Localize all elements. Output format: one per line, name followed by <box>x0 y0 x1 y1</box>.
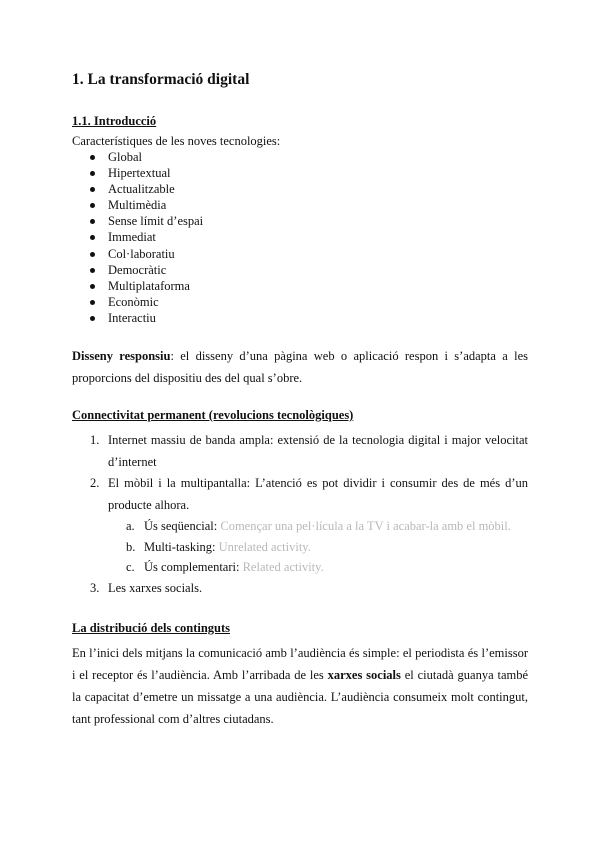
bullet-icon <box>90 268 95 273</box>
item-number: 3. <box>90 580 100 595</box>
bullet-text: Sense límit d’espai <box>108 214 204 229</box>
list-item <box>72 197 528 213</box>
bullet-icon <box>90 300 95 305</box>
distribution-section <box>72 621 528 730</box>
item-number: 1. <box>90 433 100 447</box>
distribution-heading: La distribució dels continguts <box>72 621 231 635</box>
item-letter: c. <box>126 560 135 574</box>
sublist-item <box>72 557 528 578</box>
item-letter: b. <box>126 539 136 554</box>
bullet-text: Actualitzable <box>108 182 175 197</box>
list-item <box>72 213 528 229</box>
list-item <box>72 246 528 262</box>
list-item <box>72 473 528 516</box>
list-item <box>72 181 528 197</box>
bullet-icon <box>90 171 95 176</box>
bullet-icon <box>90 316 95 321</box>
sublist <box>72 516 528 578</box>
item-number: 2. <box>90 476 100 490</box>
distribution-text: En l’inici dels mitjans la comunicació amb l’audiència és simple: el periodista és l’emissor i el receptor és l’audiència. Amb l’arribada de les <box>72 646 528 682</box>
connectivity-list-cont <box>72 578 528 600</box>
intro-section <box>72 114 528 326</box>
bullet-icon <box>90 284 95 289</box>
distribution-text-cont: el ciutadà guanya també la capacitat d’emetre un missatge a una audiència. L’audiència consumeix molt contingut, tant professional com d’altres ciutadans. <box>72 668 529 726</box>
bullet-text: Econòmic <box>108 294 159 309</box>
subitem-label: Multi-tasking: <box>144 539 216 554</box>
list-item <box>72 294 528 310</box>
item-text: Les xarxes socials. <box>108 580 203 595</box>
bullet-icon <box>90 203 95 208</box>
item-text: Internet massiu de banda ampla: extensió de la tecnologia digital i major velocitat d’internet <box>108 433 528 469</box>
bullet-text: Global <box>108 150 143 164</box>
list-item <box>72 165 528 181</box>
document-title: 1. La transformació digital <box>72 71 250 88</box>
bullet-icon <box>90 187 95 192</box>
item-letter: a. <box>126 519 135 533</box>
bullet-icon <box>90 219 95 224</box>
bullet-text: Multiplataforma <box>108 278 190 293</box>
subitem-note: Començar una pel·lícula a la TV i acabar-la amb el mòbil. <box>217 519 511 533</box>
intro-heading: 1.1. Introducció <box>72 114 157 128</box>
bullet-text: Interactiu <box>108 310 156 325</box>
connectivity-heading: Connectivitat permanent (revolucions tecnològiques) <box>72 408 354 422</box>
bullet-text: Democràtic <box>108 262 167 277</box>
sublist-item <box>72 537 528 558</box>
responsive-text: : el disseny d’una pàgina web o aplicació respon i s’adapta a les proporcions del dispositiu des del qual s’obre. <box>72 349 528 385</box>
bullet-text: Hipertextual <box>108 166 171 181</box>
subitem-label: Ús seqüencial: <box>144 519 218 533</box>
subitem-note: Unrelated activity. <box>215 539 311 554</box>
responsive-paragraph <box>72 345 528 389</box>
bullet-text: Col·laboratiu <box>108 246 175 261</box>
list-item <box>72 578 528 600</box>
bullet-icon <box>90 235 95 240</box>
distribution-bold: xarxes socials <box>327 668 401 682</box>
connectivity-list <box>72 430 528 516</box>
connectivity-section <box>72 408 528 599</box>
item-text: El mòbil i la multipantalla: L’atenció es pot dividir i consumir des de més d’un producte alhora. <box>108 476 528 512</box>
sublist-item <box>72 516 528 537</box>
bullet-icon <box>90 155 95 160</box>
bullet-text: Multimèdia <box>108 198 167 213</box>
responsive-term: Disseny responsiu <box>72 349 171 363</box>
list-item <box>72 430 528 473</box>
list-item <box>72 262 528 278</box>
subitem-label: Ús complementari: <box>144 560 240 574</box>
subitem-note: Related activity. <box>239 560 324 574</box>
bullet-text: Immediat <box>108 230 156 245</box>
document-title-block <box>72 71 528 89</box>
list-item <box>72 229 528 245</box>
intro-lead: Característiques de les noves tecnologies: <box>72 134 281 148</box>
features-list <box>72 149 528 326</box>
bullet-icon <box>90 252 95 257</box>
list-item <box>72 278 528 294</box>
list-item <box>72 149 528 165</box>
list-item <box>72 310 528 326</box>
